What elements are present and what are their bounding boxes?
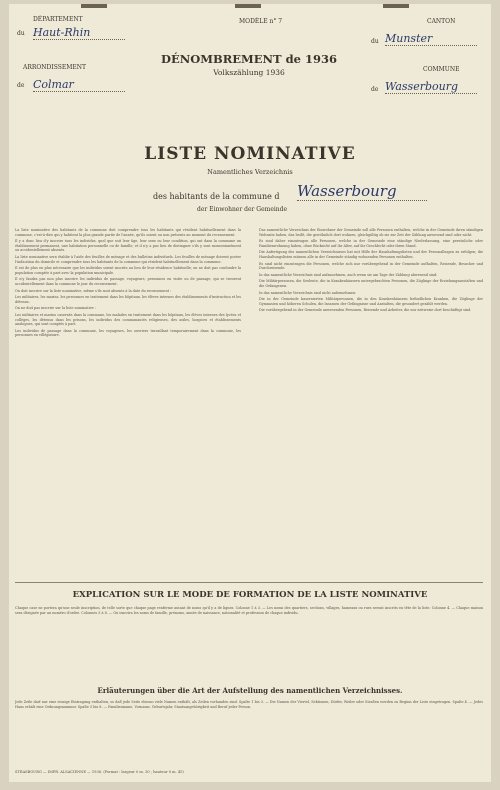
arrondissement-label: ARRONDISSEMENT — [23, 64, 86, 71]
instruction-paragraph: On doit inscrire sur la liste nominative, même s'ils sont absents à la date du recensement : — [15, 288, 172, 293]
departement-label: DÉPARTEMENT — [33, 16, 83, 23]
du-label: du — [17, 30, 25, 37]
instruction-paragraph: La liste nominative des habitants de la commune doit comprendre tous les habitants qui résident habituellement dans la commune, c'est-à-dire qui y habitent la plus grande partie de l'année, qu'ils soient ou non présents au moment du recensement. — [15, 228, 241, 237]
instruction-paragraph: Les militaires, les marins, les personnes en traitement dans les hôpitaux, les élèves internes des établissements d'instruction et les détenus. — [15, 295, 241, 304]
commune-de-label: de — [371, 86, 379, 93]
habitants-line: des habitants de la commune d — [153, 192, 280, 201]
instructions-french — [15, 228, 241, 578]
instruction-paragraph: In das namentliche Verzeichnis sind nicht aufzunehmen: — [259, 290, 357, 295]
instruction-paragraph: Die Militärpersonen, die Seeleute, die in Krankenhäusern untergebrachten Personen, die Zöglinge der Erziehungsanstalten und die Gefangenen. — [259, 279, 483, 288]
erlaeuterung-title: Erläuterungen über die Art der Aufstellung des namentlichen Verzeichnisses. — [97, 686, 403, 695]
main-title: DÉNOMBREMENT de 1936 — [161, 52, 337, 66]
arrondissement-value: Colmar — [33, 78, 125, 92]
list-title: LISTE NOMINATIVE — [144, 144, 356, 164]
commune-handwritten: Wasserbourg — [297, 182, 427, 201]
departement-value: Haut-Rhin — [33, 26, 125, 40]
instructions-german — [259, 228, 483, 578]
erlaeuterung-text: Jede Zeile darf nur eine einzige Eintragung enthalten, so daß jede Seite ebenso viele Namen enthält, als Zeilen vorhanden sind. Spalte 1 bis 3. — Die Namen der Viertel, Sektionen, Dörfer, Weiler oder Straßen werden zu Beginn der Liste eingetragen. Spalte 4. — Jedes Haus erhält eine Ordnungsnummer. Spalte 5 bis 8. — Familienname, Vorname, Geburtsjahr, Staatsangehörigkeit und Beruf jeder Person. — [15, 700, 483, 709]
binding-tab — [81, 4, 107, 8]
explication-title: EXPLICATION SUR LE MODE DE FORMATION DE LA LISTE NOMINATIVE — [72, 590, 428, 600]
modele-number: MODÈLE n° 7 — [239, 18, 283, 25]
binding-tab — [235, 4, 261, 8]
instruction-paragraph: Die vorübergehend in der Gemeinde anwesenden Personen, Reisende und Arbeiter, die nur zeitweise dort beschäftigt sind. — [259, 308, 472, 313]
instruction-paragraph: Die in der Gemeinde kasernierten Militärpersonen, die in den Krankenhäusern befindlichen Kranken, die Zöglinge der Gymnasien und höheren Schulen, die Insassen der Gefängnisse und Anstalten, die gesondert gezählt werden. — [259, 297, 483, 306]
instruction-paragraph: On ne doit pas inscrire sur la liste nominative : — [15, 306, 96, 311]
commune-value: Wasserbourg — [385, 80, 477, 94]
canton-value: Munster — [385, 32, 477, 46]
instruction-paragraph: Il n'y faudra pas non plus inscrire les individus de passage, voyageurs, personnes en visite ou de passage, qui se trouvent accidentellement dans la commune le jour du recensement. — [15, 277, 241, 286]
instruction-paragraph: Les militaires et marins casernés dans la commune, les malades en traitement dans les hôpitaux, les élèves internes des lycées et collèges, les détenus dans les prisons, les individus des communautés religieuses, des asiles, hospices et établissements analogues, qui sont comptés à part. — [15, 312, 241, 327]
instruction-paragraph: Il est de plus en plus nécessaire que les individus soient inscrits au lieu de leur résidence habituelle; on ne doit pas confondre la population comptée à part avec la population municipale. — [15, 266, 241, 275]
divider — [15, 582, 483, 583]
instruction-paragraph: La liste nominative sera établie à l'aide des feuilles de ménage et des bulletins individuels. Les feuilles de ménage doivent porter l'indication du domicile et comprendre tous les habitants de la commune qui résident habituellement dans la commune. — [15, 254, 241, 264]
canton-label: CANTON — [427, 18, 456, 25]
habitants-sub: der Einwohner der Gemeinde — [197, 206, 288, 213]
de-label: de — [17, 82, 25, 89]
instruction-paragraph: Die Anfertigung des namentlichen Verzeichnisses hat mit Hilfe der Haushaltungslisten und der Personalbogen zu erfolgen; die Haushaltungslisten müssen alle in der Gemeinde ständig wohnenden Personen enthalten. — [259, 250, 483, 259]
instruction-paragraph: Es sind daher einzutragen alle Personen, welche in der Gemeinde eine ständige Niederlassung, eine persönliche oder Familienwohnung haben, ohne Rücksicht auf ihr Alter, auf ihr Geschlecht oder ihren Stand. — [259, 239, 483, 248]
binding-tab — [383, 4, 409, 8]
instruction-paragraph: Es sind nicht einzutragen die Personen, welche sich nur vorübergehend in der Gemeinde aufhalten, Reisende, Besucher und Durchreisende. — [259, 261, 483, 271]
explication-text: Chaque case ne portera qu'une seule inscription, de telle sorte que chaque page renferme autant de noms qu'il y a de lignes. Colonne 1 à 3. — Les noms des quartiers, sections, villages, hameaux ou rues seront inscrits en tête de la liste. Colonne 4. — Chaque maison sera désignée par un numéro d'ordre. Colonnes 5 à 8. — On inscrira les noms de famille, prénoms, année de naissance, nationalité et profession de chaque individu. — [15, 606, 483, 615]
instruction-paragraph: In das namentliche Verzeichnis sind aufzunehmen, auch wenn sie am Tage der Zählung abwesend sind: — [259, 272, 438, 277]
census-form-page — [9, 4, 491, 782]
main-subtitle: Volkszählung 1936 — [213, 68, 285, 77]
instruction-paragraph: Das namentliche Verzeichnis der Einwohner der Gemeinde soll alle Personen enthalten, welche in der Gemeinde ihren ständigen Wohnsitz haben, das heißt, die gewöhnlich dort wohnen, gleichgültig ob sie zur Zeit der Zählung anwesend sind oder nicht. — [259, 228, 483, 237]
list-subtitle: Namentliches Verzeichnis — [207, 168, 293, 176]
commune-label: COMMUNE — [423, 66, 460, 73]
printer-footer: STRASBOURG — IMPR. ALSACIENNE — 1936. (Format : largeur 0 m. 30 ; hauteur 0 m. 45) — [15, 770, 184, 774]
instruction-paragraph: Il y a donc lieu d'y inscrire tous les individus, quel que soit leur âge, leur sexe ou leur condition, qui ont dans la commune un établissement permanent, une habitation personnelle ou de famille; et il n'y a pas lieu de distinguer s'ils y sont momentanément ou accidentellement absents. — [15, 239, 241, 253]
instruction-paragraph: Les individus de passage dans la commune, les voyageurs, les ouvriers travaillant temporairement dans la commune, les personnes en villégiature. — [15, 328, 241, 338]
canton-du-label: du — [371, 38, 379, 45]
